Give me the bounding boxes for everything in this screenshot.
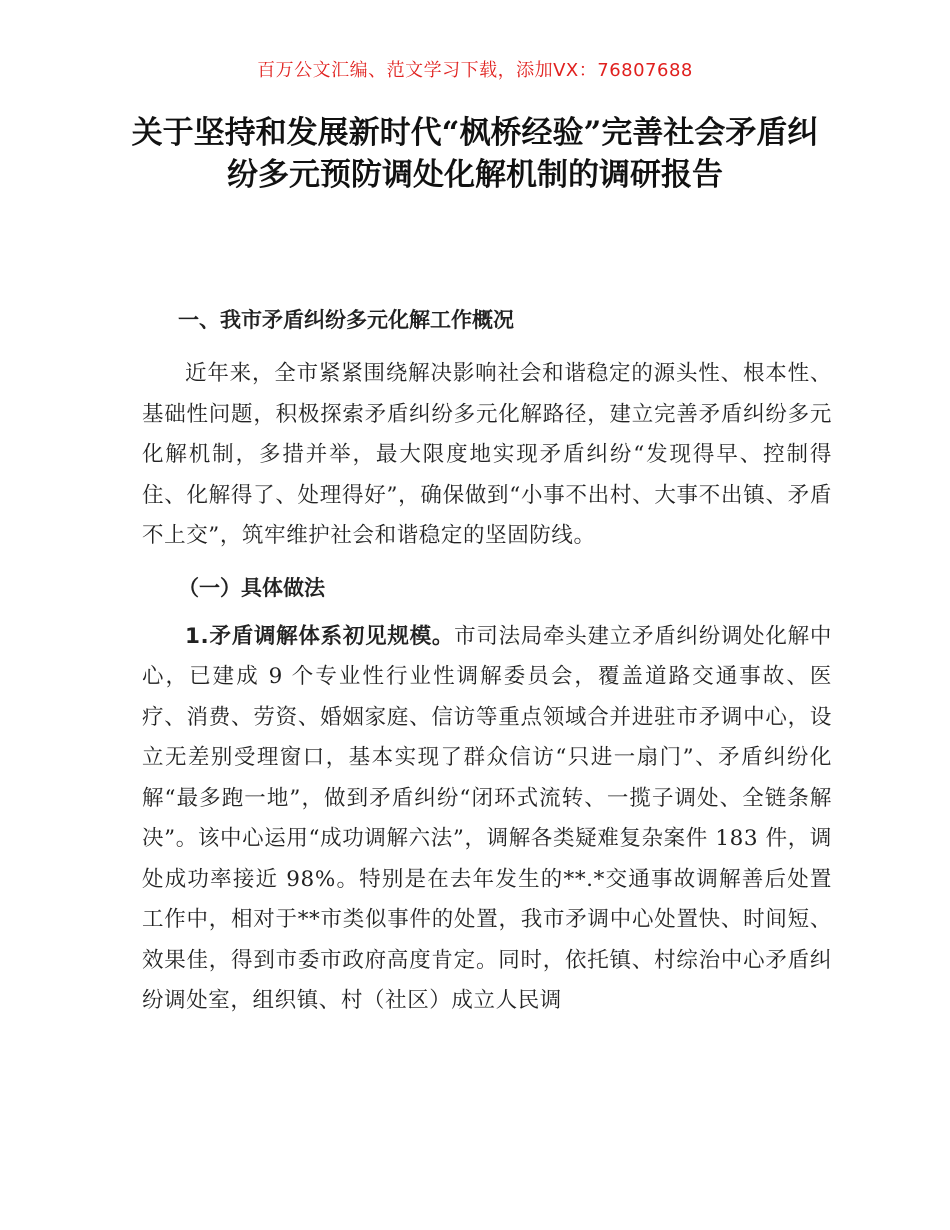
overview-paragraph: 近年来，全市紧紧围绕解决影响社会和谐稳定的源头性、根本性、基础性问题，积极探索矛盾纠纷多元化解路径，建立完善矛盾纠纷多元化解机制，多措并举，最大限度地实现矛盾纠纷“发现得早、控制得住、化解得了、处理得好”，确保做到“小事不出村、大事不出镇、矛盾不上交”，筑牢维护社会和谐稳定的坚固防线。 xyxy=(142,361,832,548)
practice-item-1-lead: 1.矛盾调解体系初见规模。 xyxy=(185,623,455,649)
subsection-heading-practices: （一）具体做法 xyxy=(178,575,325,600)
practice-item-1-paragraph xyxy=(142,617,832,1022)
practice-item-1-text: 市司法局牵头建立矛盾纠纷调处化解中心，已建成 9 个专业性行业性调解委员会，覆盖道路交通事故、医疗、消费、劳资、婚姻家庭、信访等重点领域合并进驻市矛调中心，设立无差别受理窗口，基本实现了群众信访“只进一扇门”、矛盾纠纷化解“最多跑一地”，做到矛盾纠纷“闭环式流转、一揽子调处、全链条解决”。该中心运用“成功调解六法”，调解各类疑难复杂案件 183 件，调处成功率接近 98%。特别是在去年发生的**.*交通事故调解善后处置工作中，相对于**市类似事件的处置，我市矛调中心处置快、时间短、效果佳，得到市委市政府高度肯定。同时，依托镇、村综治中心矛盾纠纷调处室，组织镇、村（社区）成立人民调 xyxy=(142,623,833,1013)
report-body xyxy=(142,296,832,1022)
download-banner: 百万公文汇编、范文学习下载，添加VX：76807688 xyxy=(257,60,693,81)
report-title: 关于坚持和发展新时代“枫桥经验”完善社会矛盾纠纷多元预防调处化解机制的调研报告 xyxy=(131,115,819,193)
section-heading-overview: 一、我市矛盾纠纷多元化解工作概况 xyxy=(178,308,514,332)
